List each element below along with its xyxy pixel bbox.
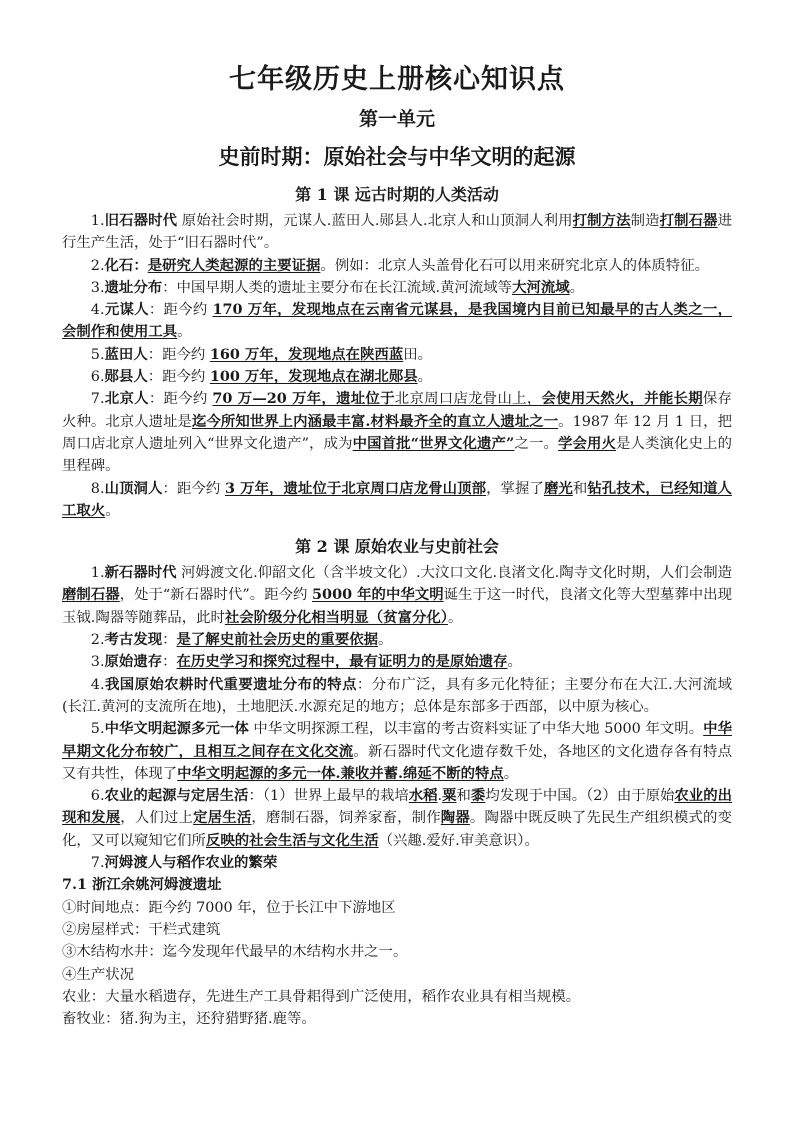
l1-paragraph-1: 1.旧石器时代 原始社会时期，元谋人.蓝田人.郧县人.北京人和山顶洞人利用打制方法制造打制石器进行生产生活，处于“旧石器时代”。 bbox=[62, 212, 732, 252]
list-item: 农业：大量水稻遗存，先进生产工具骨耜得到广泛使用，稻作农业具有相当规模。 bbox=[62, 988, 581, 1005]
l2-paragraph-4: 4.我国原始农耕时代重要遗址分布的特点：分布广泛，具有多元化特征；主要分布在大江.大河流域(长江.黄河的支流所在地)，土地肥沃.水源充足的地方；总体是东部多于西部，以中原为核心。 bbox=[62, 675, 732, 715]
list-item: ④生产状况 bbox=[62, 966, 134, 983]
doc-title: 七年级历史上册核心知识点 bbox=[229, 64, 565, 95]
l2-paragraph-3: 3.原始遗存：在历史学习和探究过程中，最有证明力的是原始遗存。 bbox=[90, 653, 522, 671]
lesson-1-heading: 第 1 课 远古时期的人类活动 bbox=[295, 185, 499, 204]
l1-paragraph-7: 7.北京人：距今约 70 万—20 万年，遗址位于北京周口店龙骨山上，会使用天然火，并能长期保存火种。北京人遗址是迄今所知世界上内涵最丰富.材料最齐全的直立人遗址之一。1987 年 12 月 1 日，把周口店北京人遗址列入“世界文化遗产”，成为中国首批“世界文化遗产”之一。学会用火是人类演化史上的里程碑。 bbox=[62, 390, 732, 475]
lesson-2-heading: 第 2 课 原始农业与史前社会 bbox=[295, 537, 499, 557]
list-item: ③木结构水井：迄今发现年代最早的木结构水井之一。 bbox=[62, 944, 408, 961]
l1-paragraph-8: 8.山顶洞人：距今约 3 万年，遗址位于北京周口店龙骨山顶部，掌握了磨光和钻孔技术，已经知道人工取火。 bbox=[62, 479, 732, 519]
subsection-7-1: 7.1 浙江余姚河姆渡遗址 bbox=[62, 876, 222, 894]
list-item: ①时间地点：距今约 7000 年，位于长江中下游地区 bbox=[62, 899, 396, 916]
l2-paragraph-5: 5.中华文明起源多元一体 中华文明探源工程，以丰富的考古资料实证了中华大地 5000 年文明。中华早期文化分布较广，且相互之间存在文化交流。新石器时代文化遗存数千处，各地区的文化遗存各有特点又有共性，体现了中华文明起源的多元一体.兼收并蓄.绵延不断的特点。 bbox=[62, 720, 732, 782]
l1-paragraph-2: 2.化石：是研究人类起源的主要证据。例如：北京人头盖骨化石可以用来研究北京人的体质特征。 bbox=[90, 256, 709, 274]
l1-paragraph-6: 6.郧县人：距今约 100 万年，发现地点在湖北郧县。 bbox=[90, 368, 433, 386]
l2-paragraph-7: 7.河姆渡人与稻作农业的繁荣 bbox=[90, 854, 278, 872]
l1-paragraph-4: 4.元谋人：距今约 170 万年，发现地点在云南省元谋县，是我国境内目前已知最早的古人类之一，会制作和使用工具。 bbox=[62, 301, 732, 341]
l1-paragraph-5: 5.蓝田人：距今约 160 万年，发现地点在陕西蓝田。 bbox=[90, 345, 433, 363]
period-heading: 史前时期：原始社会与中华文明的起源 bbox=[218, 144, 576, 169]
unit-heading: 第一单元 bbox=[358, 108, 435, 130]
l2-paragraph-1: 1.新石器时代 河姆渡文化.仰韶文化（含半坡文化）.大汶口文化.良渚文化.陶寺文化时期，人们会制造磨制石器，处于“新石器时代”。距今约 5000 年的中华文明诞生于这一时代，良渚文化等大型墓葬中出现玉钺.陶器等随葬品，此时社会阶级分化相当明显（贫富分化）。 bbox=[62, 564, 732, 626]
list-item: ②房屋样式：干栏式建筑 bbox=[62, 921, 221, 938]
list-item: 畜牧业：猪.狗为主，还狩猎野猪.鹿等。 bbox=[62, 1011, 316, 1028]
l1-paragraph-3: 3.遗址分布：中国早期人类的遗址主要分布在长江流域.黄河流域等大河流域。 bbox=[90, 278, 585, 296]
l2-paragraph-6: 6.农业的起源与定居生活：（1）世界上最早的栽培水稻.粟和黍均发现于中国。（2）由于原始农业的出现和发展，人们过上定居生活，磨制石器，饲养家畜，制作陶器。陶器中既反映了先民生产组织模式的变化，又可以窥知它们所反映的社会生活与文化生活（兴趣.爱好.审美意识）。 bbox=[62, 787, 732, 849]
l2-paragraph-2: 2.考古发现：是了解史前社会历史的重要依据。 bbox=[90, 631, 393, 649]
